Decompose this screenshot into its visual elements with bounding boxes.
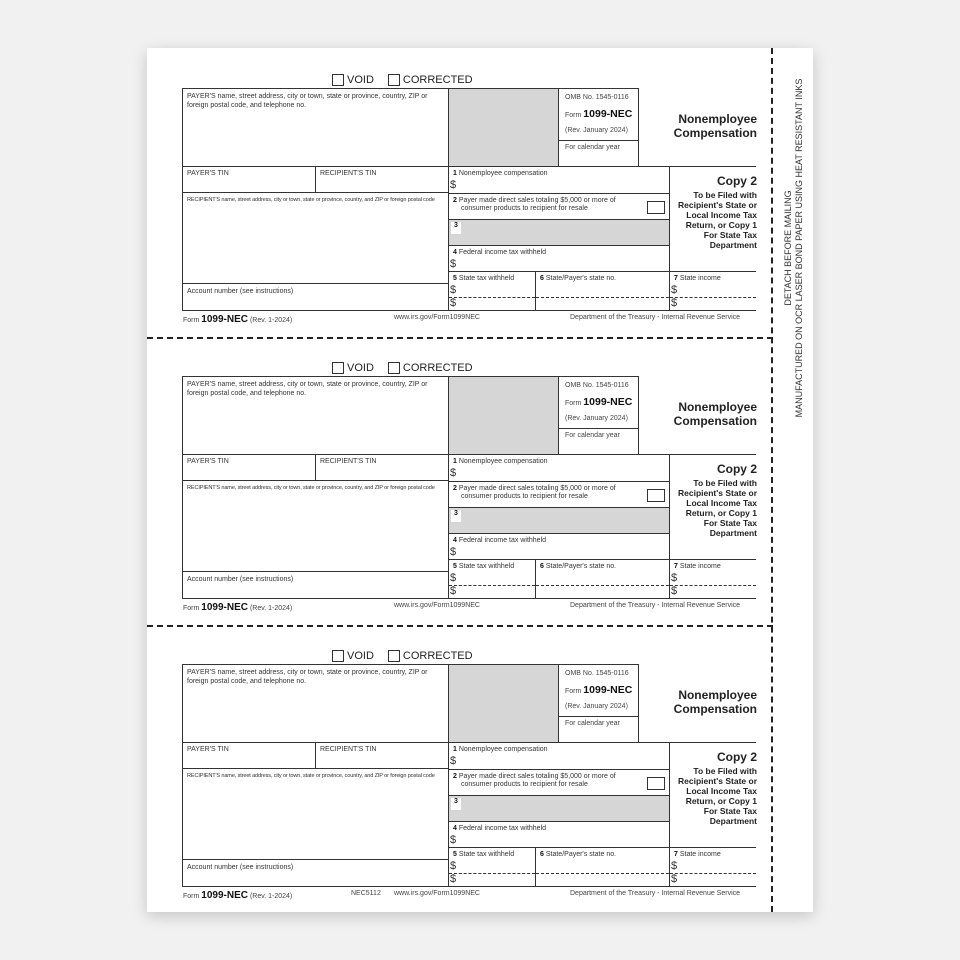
recipient-info-label: RECIPIENT'S name, street address, city or town, state or province, country, and ZIP or foreign postal code	[187, 773, 435, 779]
box4-federal-tax-withheld[interactable]: 4 Federal income tax withheld $	[448, 245, 670, 272]
payer-tin-box[interactable]	[182, 166, 316, 193]
recipient-info-box[interactable]	[182, 768, 449, 860]
recipient-tin-label: RECIPIENT'S TIN	[320, 170, 377, 177]
payer-info-box[interactable]	[182, 376, 449, 455]
footer-form-id: Form 1099-NEC (Rev. 1-2024)	[183, 890, 293, 901]
dollar-sign: $	[450, 873, 457, 885]
box6-state-payer-number[interactable]: 6 State/Payer's state no.	[535, 559, 670, 599]
box5-state-tax-withheld[interactable]: 5 State tax withheld $ $	[448, 559, 536, 599]
void-label: VOID	[347, 362, 374, 374]
dollar-sign: $	[671, 572, 678, 584]
corrected-checkbox[interactable]	[388, 74, 400, 86]
corrected-label: CORRECTED	[402, 650, 473, 662]
footer-url[interactable]: www.irs.gov/Form1099NEC	[394, 602, 480, 609]
footer-department: Department of the Treasury - Internal Revenue Service	[570, 602, 741, 609]
box2-direct-sales: 2 Payer made direct sales totaling $5,000 or more of consumer products to recipient for resale	[448, 481, 670, 508]
omb-box	[558, 88, 639, 167]
box6-state-payer-number[interactable]: 6 State/Payer's state no.	[535, 847, 670, 887]
paper-notice: MANUFACTURED ON OCR LASER BOND PAPER USING HEAT RESISTANT INKS	[794, 78, 804, 418]
recipient-tin-box[interactable]	[315, 166, 449, 193]
void-label: VOID	[347, 650, 374, 662]
box3-reserved: 3	[448, 219, 670, 246]
dollar-sign: $	[450, 258, 457, 270]
recipient-info-box[interactable]	[182, 192, 449, 284]
footer-form-id: Form 1099-NEC (Rev. 1-2024)	[183, 602, 293, 613]
detach-notice: DETACH BEFORE MAILING	[783, 190, 793, 306]
box4-federal-tax-withheld[interactable]: 4 Federal income tax withheld $	[448, 821, 670, 848]
revision-date: (Rev. January 2024)	[565, 415, 628, 422]
account-number-box[interactable]	[182, 859, 449, 887]
shaded-box	[448, 664, 559, 743]
box4-federal-tax-withheld[interactable]: 4 Federal income tax withheld $	[448, 533, 670, 560]
account-number-label: Account number (see instructions)	[187, 576, 294, 583]
omb-number: OMB No. 1545-0116	[565, 382, 629, 389]
calendar-year-field[interactable]: For calendar year	[565, 144, 620, 151]
form-sheet	[147, 48, 813, 912]
account-number-box[interactable]	[182, 283, 449, 311]
void-checkbox[interactable]	[332, 362, 344, 374]
dollar-sign: $	[450, 546, 457, 558]
omb-number: OMB No. 1545-0116	[565, 670, 629, 677]
box3-reserved: 3	[448, 795, 670, 822]
dollar-sign: $	[450, 755, 457, 767]
recipient-tin-label: RECIPIENT'S TIN	[320, 746, 377, 753]
form-title: Nonemployee Compensation	[673, 688, 757, 716]
dollar-sign: $	[450, 297, 457, 309]
form-copy	[147, 624, 813, 912]
form-id: Form 1099-NEC	[565, 684, 633, 696]
shaded-box	[448, 88, 559, 167]
shaded-box	[448, 376, 559, 455]
box5-state-tax-withheld[interactable]: 5 State tax withheld $ $	[448, 847, 536, 887]
dollar-sign: $	[671, 860, 678, 872]
box7-state-income[interactable]: 7 State income $ $	[669, 559, 756, 599]
payer-info-label: PAYER'S name, street address, city or town, state or province, country, ZIP or foreign postal code, and telephone no.	[187, 381, 428, 397]
box1-nonemployee-compensation[interactable]: 1 Nonemployee compensation $	[448, 166, 670, 194]
calendar-year-field[interactable]: For calendar year	[565, 720, 620, 727]
box7-state-income[interactable]: 7 State income $ $	[669, 847, 756, 887]
footer-url[interactable]: www.irs.gov/Form1099NEC	[394, 314, 480, 321]
form-id: Form 1099-NEC	[565, 108, 633, 120]
copy-label: Copy 2	[716, 462, 757, 476]
payer-info-box[interactable]	[182, 664, 449, 743]
omb-box	[558, 376, 639, 455]
corrected-checkbox[interactable]	[388, 650, 400, 662]
dollar-sign: $	[450, 284, 457, 296]
omb-number: OMB No. 1545-0116	[565, 94, 629, 101]
account-number-label: Account number (see instructions)	[187, 864, 294, 871]
omb-box	[558, 664, 639, 743]
box2-direct-sales: 2 Payer made direct sales totaling $5,000 or more of consumer products to recipient for resale	[448, 769, 670, 796]
void-checkbox[interactable]	[332, 74, 344, 86]
payer-tin-box[interactable]	[182, 742, 316, 769]
box1-nonemployee-compensation[interactable]: 1 Nonemployee compensation $	[448, 742, 670, 770]
recipient-tin-label: RECIPIENT'S TIN	[320, 458, 377, 465]
box5-state-tax-withheld[interactable]: 5 State tax withheld $ $	[448, 271, 536, 311]
revision-date: (Rev. January 2024)	[565, 127, 628, 134]
void-label: VOID	[347, 74, 374, 86]
payer-tin-label: PAYER'S TIN	[187, 170, 229, 177]
dollar-sign: $	[450, 572, 457, 584]
payer-info-label: PAYER'S name, street address, city or town, state or province, country, ZIP or foreign postal code, and telephone no.	[187, 669, 428, 685]
copy-label: Copy 2	[716, 174, 757, 188]
dollar-sign: $	[671, 297, 678, 309]
form-copy	[147, 48, 813, 336]
form-title: Nonemployee Compensation	[673, 112, 757, 140]
form-id: Form 1099-NEC	[565, 396, 633, 408]
corrected-label: CORRECTED	[402, 362, 473, 374]
revision-date: (Rev. January 2024)	[565, 703, 628, 710]
dollar-sign: $	[450, 467, 457, 479]
dollar-sign: $	[671, 873, 678, 885]
dollar-sign: $	[450, 860, 457, 872]
payer-info-box[interactable]	[182, 88, 449, 167]
corrected-label: CORRECTED	[402, 74, 473, 86]
copy-instructions: To be Filed with Recipient's State or Local Income Tax Return, or Copy 1 For State Tax Department	[677, 766, 757, 826]
copy-instructions: To be Filed with Recipient's State or Local Income Tax Return, or Copy 1 For State Tax Department	[677, 190, 757, 250]
footer-department: Department of the Treasury - Internal Revenue Service	[570, 314, 741, 321]
recipient-info-label: RECIPIENT'S name, street address, city or town, state or province, country, and ZIP or foreign postal code	[187, 485, 435, 491]
void-corrected-row	[332, 362, 481, 374]
corrected-checkbox[interactable]	[388, 362, 400, 374]
account-number-box[interactable]	[182, 571, 449, 599]
dollar-sign: $	[671, 585, 678, 597]
payer-tin-label: PAYER'S TIN	[187, 458, 229, 465]
box7-state-income[interactable]: 7 State income $ $	[669, 271, 756, 311]
footer-department: Department of the Treasury - Internal Revenue Service	[570, 890, 741, 897]
recipient-info-box[interactable]	[182, 480, 449, 572]
recipient-info-label: RECIPIENT'S name, street address, city or town, state or province, country, and ZIP or foreign postal code	[187, 197, 435, 203]
box2-direct-sales: 2 Payer made direct sales totaling $5,000 or more of consumer products to recipient for resale	[448, 193, 670, 220]
box6-state-payer-number[interactable]: 6 State/Payer's state no.	[535, 271, 670, 311]
account-number-label: Account number (see instructions)	[187, 288, 294, 295]
void-checkbox[interactable]	[332, 650, 344, 662]
box3-reserved: 3	[448, 507, 670, 534]
dollar-sign: $	[671, 284, 678, 296]
dollar-sign: $	[450, 179, 457, 191]
void-corrected-row	[332, 650, 481, 662]
footer-form-id: Form 1099-NEC (Rev. 1-2024)	[183, 314, 293, 325]
footer-code: NEC5112	[351, 890, 381, 897]
dollar-sign: $	[450, 585, 457, 597]
dollar-sign: $	[450, 834, 457, 846]
form-copy	[147, 336, 813, 624]
recipient-tin-box[interactable]	[315, 454, 449, 481]
form-title: Nonemployee Compensation	[673, 400, 757, 428]
calendar-year-field[interactable]: For calendar year	[565, 432, 620, 439]
copy-label: Copy 2	[716, 750, 757, 764]
copy-instructions: To be Filed with Recipient's State or Local Income Tax Return, or Copy 1 For State Tax Department	[677, 478, 757, 538]
box1-nonemployee-compensation[interactable]: 1 Nonemployee compensation $	[448, 454, 670, 482]
payer-tin-box[interactable]	[182, 454, 316, 481]
recipient-tin-box[interactable]	[315, 742, 449, 769]
void-corrected-row	[332, 74, 481, 86]
payer-tin-label: PAYER'S TIN	[187, 746, 229, 753]
footer-url[interactable]: www.irs.gov/Form1099NEC	[394, 890, 480, 897]
payer-info-label: PAYER'S name, street address, city or town, state or province, country, ZIP or foreign postal code, and telephone no.	[187, 93, 428, 109]
